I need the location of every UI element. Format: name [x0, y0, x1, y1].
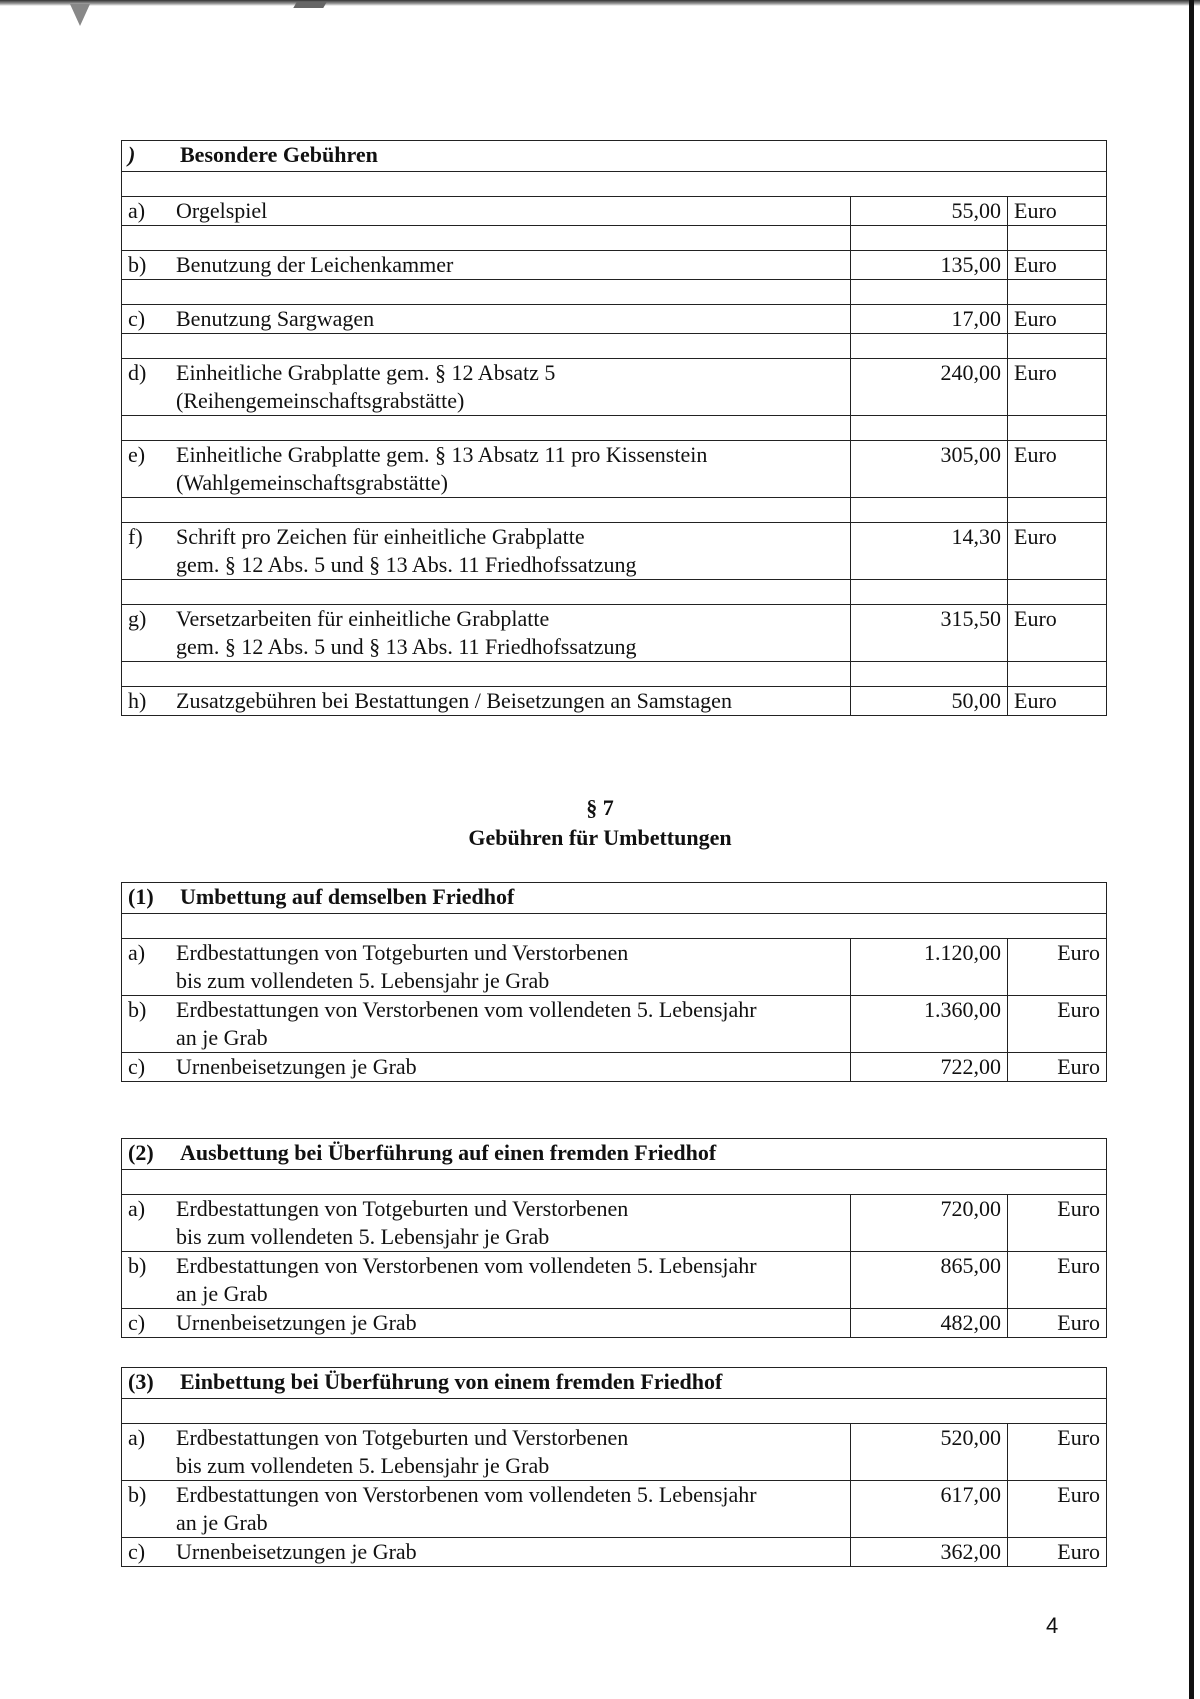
fee-description-line: Benutzung Sargwagen: [176, 306, 375, 331]
fee-description-line: (Wahlgemeinschaftsgrabstätte): [176, 470, 448, 495]
spacer-row: [122, 1399, 1107, 1424]
fee-description-cell: [122, 359, 851, 416]
fee-row: [122, 1424, 1107, 1481]
fee-currency: Euro: [1008, 251, 1107, 280]
fee-description: [128, 939, 844, 995]
fee-description-line: bis zum vollendeten 5. Lebensjahr je Grab: [176, 1453, 550, 1478]
fee-description: [128, 523, 844, 579]
spacer-cell: [851, 498, 1008, 523]
fee-description-line: Erdbestattungen von Verstorbenen vom vollendeten 5. Lebensjahr: [176, 997, 757, 1022]
spacer-cell: [1008, 334, 1107, 359]
section-header-row: [122, 1139, 1107, 1170]
fee-amount: 520,00: [851, 1424, 1008, 1481]
fee-description-cell: [122, 441, 851, 498]
section-header-row: [122, 141, 1107, 172]
fee-description-line: gem. § 12 Abs. 5 und § 13 Abs. 11 Friedhofssatzung: [176, 634, 637, 659]
fee-description-lines: [176, 1538, 844, 1566]
fee-description-line: Zusatzgebühren bei Bestattungen / Beisetzungen an Samstagen: [176, 688, 732, 713]
spacer-row: [122, 280, 1107, 305]
interment-transfer-in-table: [121, 1367, 1107, 1567]
section-header-cell: [122, 141, 1107, 172]
section-heading: Einbettung bei Überführung von einem fremden Friedhof: [180, 1369, 723, 1394]
fee-description-line: Erdbestattungen von Totgeburten und Verstorbenen: [176, 1196, 629, 1221]
fee-item-label: g): [128, 606, 147, 631]
fee-row: [122, 1195, 1107, 1252]
fee-item-label: a): [128, 1425, 146, 1450]
fee-amount: 17,00: [851, 305, 1008, 334]
fee-description-lines: [176, 197, 844, 225]
fee-description: [128, 687, 844, 715]
fee-description: [128, 1424, 844, 1480]
fee-description-lines: [176, 1309, 844, 1337]
fee-row: [122, 605, 1107, 662]
fee-row: [122, 1538, 1107, 1567]
fee-item-label: b): [128, 997, 147, 1022]
fee-description-lines: [176, 1053, 844, 1081]
fee-description-lines: [176, 1252, 844, 1308]
spacer-cell: [122, 914, 1107, 939]
fee-description-lines: [176, 605, 844, 661]
fee-description: [128, 251, 844, 279]
fee-row: [122, 441, 1107, 498]
fee-description-line: Urnenbeisetzungen je Grab: [176, 1539, 417, 1564]
fee-currency: Euro: [1008, 1309, 1107, 1338]
fee-currency: Euro: [1008, 441, 1107, 498]
spacer-cell: [122, 280, 851, 305]
spacer-cell: [122, 226, 851, 251]
fee-currency: Euro: [1008, 1424, 1107, 1481]
fee-description: [128, 1053, 844, 1081]
section-header-cell: [122, 883, 1107, 914]
fee-description-line: Versetzarbeiten für einheitliche Grabplatte: [176, 606, 550, 631]
fee-item-label: h): [128, 688, 147, 713]
fee-currency: Euro: [1008, 1053, 1107, 1082]
fee-description-cell: [122, 1252, 851, 1309]
spacer-cell: [851, 280, 1008, 305]
fee-description: [128, 197, 844, 225]
fee-description-cell: [122, 1309, 851, 1338]
fee-row: [122, 1053, 1107, 1082]
fee-description-lines: [176, 523, 844, 579]
spacer-cell: [122, 1399, 1107, 1424]
fee-description-line: Einheitliche Grabplatte gem. § 12 Absatz 5: [176, 360, 556, 385]
spacer-cell: [122, 498, 851, 523]
reburial-same-cemetery-table: [121, 882, 1107, 1082]
spacer-cell: [1008, 416, 1107, 441]
fee-currency: Euro: [1008, 197, 1107, 226]
scan-edge-top: [0, 0, 1200, 6]
fee-description-line: Erdbestattungen von Totgeburten und Verstorbenen: [176, 1425, 629, 1450]
fee-row: [122, 197, 1107, 226]
fee-item-label: a): [128, 198, 146, 223]
spacer-row: [122, 580, 1107, 605]
spacer-cell: [122, 334, 851, 359]
spacer-row: [122, 498, 1107, 523]
fee-amount: 482,00: [851, 1309, 1008, 1338]
spacer-row: [122, 226, 1107, 251]
fee-description-cell: [122, 605, 851, 662]
spacer-cell: [122, 580, 851, 605]
fee-row: [122, 1481, 1107, 1538]
fee-row: [122, 939, 1107, 996]
fee-currency: Euro: [1008, 523, 1107, 580]
fee-description-lines: [176, 305, 844, 333]
fee-row: [122, 251, 1107, 280]
spacer-cell: [1008, 498, 1107, 523]
fee-amount: 50,00: [851, 687, 1008, 716]
fee-amount: 55,00: [851, 197, 1008, 226]
section-label: (2): [128, 1140, 154, 1165]
fee-amount: 617,00: [851, 1481, 1008, 1538]
spacer-cell: [851, 334, 1008, 359]
fee-item-label: b): [128, 1253, 147, 1278]
fee-row: [122, 687, 1107, 716]
fee-currency: Euro: [1008, 1252, 1107, 1309]
fee-description-line: an je Grab: [176, 1281, 268, 1306]
spacer-cell: [122, 662, 851, 687]
fee-amount: 305,00: [851, 441, 1008, 498]
fee-description-cell: [122, 1053, 851, 1082]
section-header-row: [122, 1368, 1107, 1399]
fee-description-line: bis zum vollendeten 5. Lebensjahr je Grab: [176, 1224, 550, 1249]
spacer-cell: [122, 416, 851, 441]
fee-description-line: bis zum vollendeten 5. Lebensjahr je Grab: [176, 968, 550, 993]
fee-description-line: an je Grab: [176, 1025, 268, 1050]
section-heading: Umbettung auf demselben Friedhof: [180, 884, 515, 909]
fee-description-line: Erdbestattungen von Verstorbenen vom vollendeten 5. Lebensjahr: [176, 1253, 757, 1278]
fee-item-label: c): [128, 1310, 146, 1335]
fee-description-lines: [176, 1424, 844, 1480]
fee-description-cell: [122, 996, 851, 1053]
fee-row: [122, 1309, 1107, 1338]
fee-amount: 135,00: [851, 251, 1008, 280]
section-header-cell: [122, 1139, 1107, 1170]
spacer-cell: [851, 226, 1008, 251]
fee-description: [128, 1309, 844, 1337]
fee-item-label: b): [128, 1482, 147, 1507]
fee-description-cell: [122, 197, 851, 226]
fee-description-cell: [122, 251, 851, 280]
fee-description-cell: [122, 687, 851, 716]
fee-currency: Euro: [1008, 1481, 1107, 1538]
scan-artifact: [293, 2, 326, 8]
fee-description-line: Orgelspiel: [176, 198, 268, 223]
fee-description-line: Erdbestattungen von Verstorbenen vom vollendeten 5. Lebensjahr: [176, 1482, 757, 1507]
fee-description-cell: [122, 1424, 851, 1481]
fee-description: [128, 1538, 844, 1566]
fee-amount: 1.120,00: [851, 939, 1008, 996]
special-fees-table: [121, 140, 1107, 716]
fee-amount: 720,00: [851, 1195, 1008, 1252]
fee-description-line: Schrift pro Zeichen für einheitliche Grabplatte: [176, 524, 585, 549]
fee-description: [128, 1195, 844, 1251]
fee-description-lines: [176, 251, 844, 279]
section-number: § 7: [586, 795, 614, 820]
fee-item-label: d): [128, 360, 147, 385]
fee-description: [128, 1252, 844, 1308]
fee-description: [128, 441, 844, 497]
spacer-cell: [1008, 662, 1107, 687]
fee-description-lines: [176, 996, 844, 1052]
spacer-cell: [1008, 580, 1107, 605]
fee-currency: Euro: [1008, 605, 1107, 662]
fee-amount: 14,30: [851, 523, 1008, 580]
spacer-row: [122, 914, 1107, 939]
fee-description-line: Benutzung der Leichenkammer: [176, 252, 454, 277]
fee-item-label: c): [128, 1054, 146, 1079]
spacer-cell: [122, 1170, 1107, 1195]
spacer-cell: [1008, 226, 1107, 251]
fee-item-label: b): [128, 252, 147, 277]
spacer-cell: [1008, 280, 1107, 305]
fee-description: [128, 1481, 844, 1537]
fee-currency: Euro: [1008, 305, 1107, 334]
spacer-cell: [851, 416, 1008, 441]
fee-amount: 865,00: [851, 1252, 1008, 1309]
fee-currency: Euro: [1008, 1538, 1107, 1567]
section-label: (1): [128, 884, 154, 909]
section-title: Gebühren für Umbettungen: [468, 825, 732, 850]
fee-row: [122, 996, 1107, 1053]
fee-item-label: a): [128, 1196, 146, 1221]
fee-description-lines: [176, 1481, 844, 1537]
fee-description-lines: [176, 939, 844, 995]
section-label: ): [128, 142, 136, 167]
fee-description-cell: [122, 523, 851, 580]
fee-row: [122, 1252, 1107, 1309]
fee-amount: 362,00: [851, 1538, 1008, 1567]
fee-description-lines: [176, 359, 844, 415]
fee-description-cell: [122, 939, 851, 996]
fee-description-lines: [176, 441, 844, 497]
fee-currency: Euro: [1008, 687, 1107, 716]
fee-description-lines: [176, 687, 844, 715]
fee-description-line: (Reihengemeinschaftsgrabstätte): [176, 388, 465, 413]
section-label: (3): [128, 1369, 154, 1394]
fee-description: [128, 605, 844, 661]
fee-currency: Euro: [1008, 996, 1107, 1053]
fee-description-line: Urnenbeisetzungen je Grab: [176, 1054, 417, 1079]
fee-amount: 1.360,00: [851, 996, 1008, 1053]
spacer-cell: [122, 172, 1107, 197]
fee-description-cell: [122, 1481, 851, 1538]
fee-description: [128, 996, 844, 1052]
fee-description-cell: [122, 1538, 851, 1567]
fee-description-lines: [176, 1195, 844, 1251]
spacer-row: [122, 1170, 1107, 1195]
fee-description: [128, 305, 844, 333]
spacer-cell: [851, 662, 1008, 687]
scan-artifact: [70, 4, 90, 26]
fee-description-line: Einheitliche Grabplatte gem. § 13 Absatz 11 pro Kissenstein: [176, 442, 708, 467]
fee-currency: Euro: [1008, 359, 1107, 416]
fee-description-cell: [122, 1195, 851, 1252]
fee-amount: 722,00: [851, 1053, 1008, 1082]
fee-item-label: c): [128, 1539, 146, 1564]
spacer-row: [122, 172, 1107, 197]
fee-item-label: e): [128, 442, 146, 467]
page-number: 4: [1046, 1613, 1059, 1638]
section-heading: Besondere Gebühren: [180, 142, 378, 167]
section-header-row: [122, 883, 1107, 914]
fee-currency: Euro: [1008, 939, 1107, 996]
spacer-row: [122, 662, 1107, 687]
fee-item-label: a): [128, 940, 146, 965]
exhumation-transfer-out-table: [121, 1138, 1107, 1338]
fee-description-line: an je Grab: [176, 1510, 268, 1535]
fee-description-cell: [122, 305, 851, 334]
spacer-row: [122, 334, 1107, 359]
section-header-cell: [122, 1368, 1107, 1399]
fee-row: [122, 305, 1107, 334]
fee-description-line: Urnenbeisetzungen je Grab: [176, 1310, 417, 1335]
fee-description: [128, 359, 844, 415]
fee-row: [122, 359, 1107, 416]
fee-item-label: f): [128, 524, 143, 549]
fee-row: [122, 523, 1107, 580]
fee-item-label: c): [128, 306, 146, 331]
spacer-row: [122, 416, 1107, 441]
spacer-cell: [851, 580, 1008, 605]
fee-description-line: Erdbestattungen von Totgeburten und Verstorbenen: [176, 940, 629, 965]
section-heading: Ausbettung bei Überführung auf einen fremden Friedhof: [180, 1140, 717, 1165]
fee-amount: 315,50: [851, 605, 1008, 662]
fee-amount: 240,00: [851, 359, 1008, 416]
fee-description-line: gem. § 12 Abs. 5 und § 13 Abs. 11 Friedhofssatzung: [176, 552, 637, 577]
fee-currency: Euro: [1008, 1195, 1107, 1252]
